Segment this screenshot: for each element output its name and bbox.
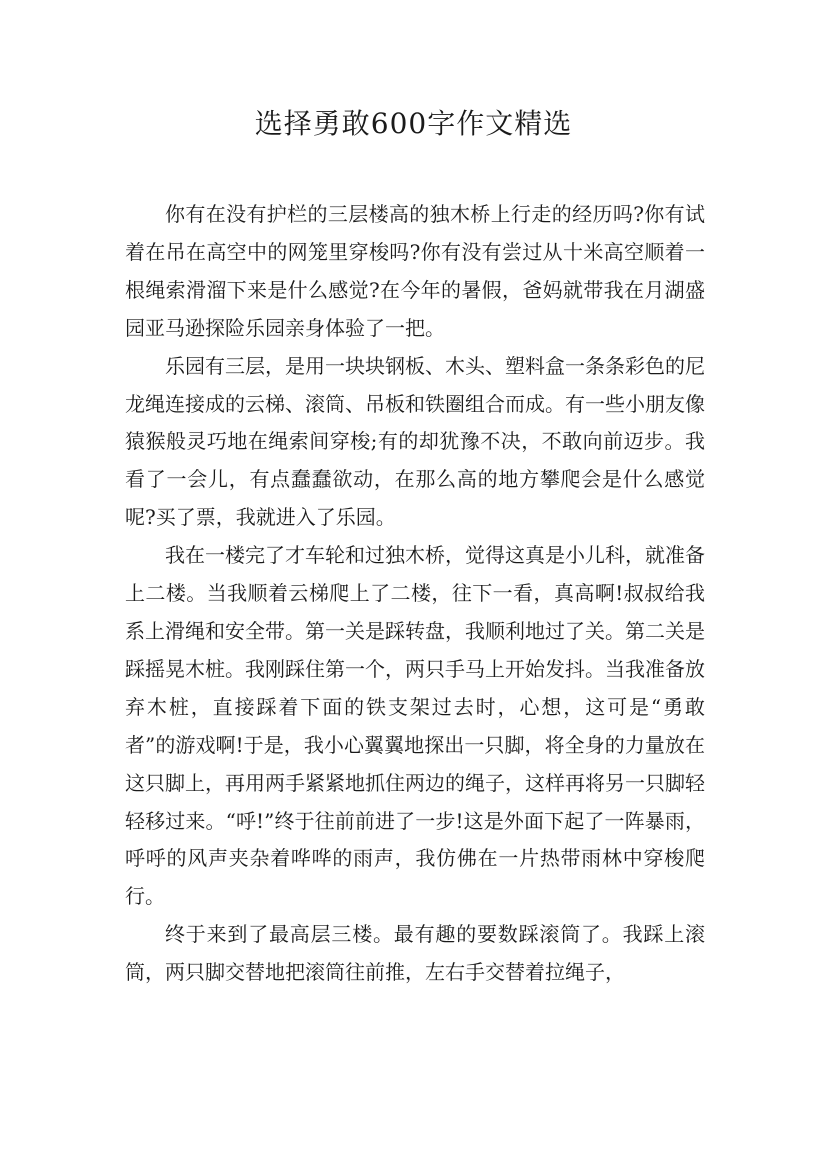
paragraph-1: 你有在没有护栏的三层楼高的独木桥上行走的经历吗?你有试着在吊在高空中的网笼里穿梭吗?你有没有尝过从十米高空顺着一根绳索滑溜下来是什么感觉?在今年的暑假，爸妈就带我在月湖盛园亚马逊探险乐园亲身体验了一把。 <box>125 202 705 340</box>
paragraph-4: 终于来到了最高层三楼。最有趣的要数踩滚筒了。我踩上滚筒，两只脚交替地把滚筒往前推，左右手交替着拉绳子， <box>125 922 705 985</box>
document-title: 选择勇敢600字作文精选 <box>254 107 573 140</box>
paragraph-3: 我在一楼完了才车轮和过独木桥，觉得这真是小儿科，就准备上二楼。当我顺着云梯爬上了二楼，往下一看，真高啊!叔叔给我系上滑绳和安全带。第一关是踩转盘，我顺利地过了关。第二关是踩摇晃木桩。我刚踩住第一个，两只手马上开始发抖。当我准备放弃木桩，直接踩着下面的铁支架过去时，心想，这可是“勇敢者”的游戏啊!于是，我小心翼翼地探出一只脚，将全身的力量放在这只脚上，再用两手紧紧地抓住两边的绳子，这样再将另一只脚轻轻移过来。“呼!”终于往前前进了一步!这是外面下起了一阵暴雨，呼呼的风声夹杂着哗哗的雨声，我仿佛在一片热带雨林中穿梭爬行。 <box>125 543 705 909</box>
document-body <box>125 196 705 992</box>
paragraph-2: 乐园有三层，是用一块块钢板、木头、塑料盒一条条彩色的尼龙绳连接成的云梯、滚筒、吊板和铁圈组合而成。有一些小朋友像猿猴般灵巧地在绳索间穿梭;有的却犹豫不决，不敢向前迈步。我看了一会儿，有点蠢蠢欲动，在那么高的地方攀爬会是什么感觉呢?买了票，我就进入了乐园。 <box>125 353 705 530</box>
